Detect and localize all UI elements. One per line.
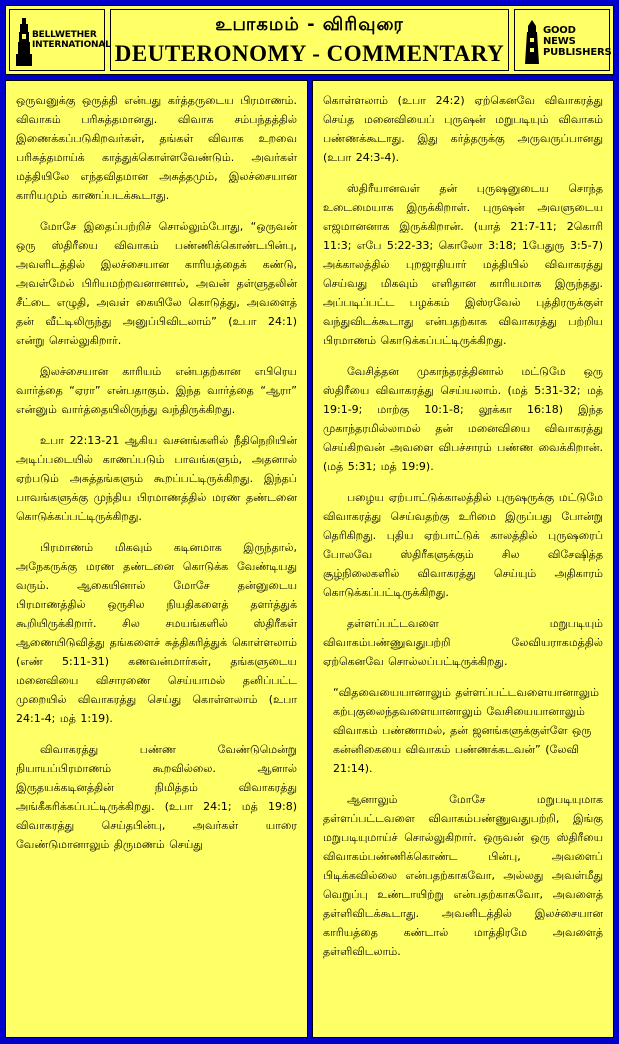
paragraph: கொள்ளலாம் (உபா 24:2) ஏற்கெனவே விவாகரத்து செய்த மனைவியைப் புருஷன் மறுபடியும் விவாகம் பண்ணக்கூடாது. இது கர்த்தருக்கு அருவருப்பானது (உபா 24:3-4). — [323, 94, 603, 164]
paragraph: தள்ளப்பட்டவளை மறுபடியும் விவாகம்பண்ணுவதுபற்றி லேவியராகமத்தில் ஏற்கெனவே சொல்லப்பட்டிருக்கிறது. — [323, 617, 603, 668]
paragraph: ஒருவனுக்கு ஒருத்தி என்பது கர்த்தருடைய பிரமாணம். விவாகம் பரிசுத்தமானது. விவாக சம்பந்தத்தில் இணைக்கப்படுகிறவர்கள், தங்கள் விவாக உறவை பரிசுத்தமாய்க் காத்துக்கொள்ளவேண்டும். அவர்கள் மத்தியிலே எந்தவிதமான அசுத்தமும், இலச்சையான காரியமும் காணப்படக்கூடாது. — [16, 94, 297, 202]
bellwether-logo-text — [32, 30, 111, 50]
bell-tower-icon — [16, 18, 32, 66]
paragraph: வேசித்தன முகாந்தரத்தினால் மட்டுமே ஒரு ஸ்திரீயை விவாகரத்து செய்யலாம். (மத் 5:31-32; மத் 19:1-9; மாற்கு 10:1-8; லூக்கா 16:18) இந்த முகாந்தரமில்லாமல் தன் மனைவியை விவாகரத்து செய்கிறவன் அவளை விபச்சாரம் பண்ண வைக்கிறான். (மத் 5:31; மத் 19:9). — [323, 365, 603, 473]
paragraph: பிரமாணம் மிகவும் கடினமாக இருந்தால், அநேகருக்கு மரண தண்டனை கொடுக்க வேண்டியது வரும். ஆகையினால் மோசே தன்னுடைய பிரமாணத்தில் ஒருசில நியதிகளைத் தளர்த்துக் கூறியிருக்கிறார். சில சமயங்களில் ஸ்திரீகள் ஆணையிடுவித்து தங்களைச் சுத்திகரித்துக் கொள்ளலாம் (எண் 5:11-31) கணவன்மார்கள், தங்களுடைய மனைவியை விசாரணை செய்யாமல் தனிப்பட்ட முறையில் விவாகரத்து செய்து கொள்ளலாம் (உபா 24:1-4; மத் 1:19). — [16, 541, 297, 725]
right-column — [312, 80, 614, 1038]
paragraph: விவாகரத்து பண்ண வேண்டுமென்று நியாயப்பிரமாணம் கூறவில்லை. ஆனால் இருதயக்கடினத்தின் நிமித்தம் விவாகரத்து அங்கீகரிக்கப்பட்டிருக்கிறது. (உபா 24:1; மத் 19:8) விவாகரத்து செய்தபின்பு, அவர்கள் யாரை வேண்டுமானாலும் திருமணம் செய்து — [16, 743, 297, 851]
good-news-logo-text — [543, 25, 611, 58]
left-column — [5, 80, 308, 1038]
paragraph: இலச்சையான காரியம் என்பதற்கான எபிரெய வார்த்தை “ஏரா” என்பதாகும். இந்த வார்த்தை “ஆரா” என்னும் வார்த்தையிலிருந்து வந்திருக்கிறது. — [16, 365, 297, 416]
bellwether-logo — [9, 9, 111, 71]
paragraph: ஸ்திரீயானவள் தன் புருஷனுடைய சொந்த உடைமையாக இருக்கிறாள். புருஷன் அவளுடைய எஜமானனாக இருக்கிறான். (யாத் 21:7-11; 2கொரி 11:3; எபே 5:22-33; கொலோ 3:18; 1பேதுரு 3:5-7) அக்காலத்தில் புறஜாதியார் மத்தியில் விவாகரத்து செய்வது மிகவும் எளிதான காரியமாக இருந்தது. அப்படிப்பட்ட பழக்கம் இஸ்ரவேல் புத்திரருக்குள் வந்துவிடக்கூடாது என்பதற்காக விவாகரத்து பற்றிய பிரமாணம் கொடுக்கப்பட்டிருக்கிறது. — [323, 182, 603, 347]
good-news-logo — [514, 9, 610, 71]
paragraph: உபா 22:13-21 ஆகிய வசனங்களில் நீதிநெறியின் அடிப்படையில் காணப்படும் பாவங்களும், அதனால் ஏற்படும் அசுத்தங்களும் கூறப்பட்டிருக்கிறது. இந்தப் பாவங்களுக்கு முந்திய பிரமாணத்தில் மரண தண்டனை கொடுக்கப்பட்டிருக்கிறது. — [16, 434, 297, 523]
page-title-tamil: உபாகமம் - விரிவுரை — [215, 14, 404, 35]
paragraph: பழைய ஏற்பாட்டுக்காலத்தில் புருஷருக்கு மட்டுமே விவாகரத்து செய்வதற்கு உரிமை இருப்பது போன்று தெரிகிறது. புதிய ஏற்பாட்டுக் காலத்தில் புருஷரைப் போலவே ஸ்திரீகளுக்கும் சில விசேஷித்த சூழ்நிலைகளில் விவாகரத்து செய்யும் அதிகாரம் கொடுக்கப்பட்டிருக்கிறது. — [323, 491, 603, 599]
logo-right-line2: PUBLISHERS — [543, 47, 612, 58]
page-header — [5, 5, 614, 75]
logo-right-line1: GOOD NEWS — [543, 25, 576, 47]
title-box — [110, 9, 509, 71]
paragraph: ஆனாலும் மோசே மறுபடியுமாக தள்ளப்பட்டவளை விவாகம்பண்ணுவதுபற்றி, இங்கு மறுபடியுமாய்ச் சொல்லுகிறார். ஒருவன் ஒரு ஸ்திரீயை விவாகம்பண்ணிக்கொண்ட பின்பு, அவளைப் பிடிக்கவில்லை என்பதற்காகவோ, அல்லது அவள்மீது வெறுப்பு உண்டாயிற்று என்பதற்காகவோ, அவளைத் தள்ளிவிடக்கூடாது. அவனிடத்தில் இலச்சையான காரியத்தை கண்டால் மாத்திரமே அவளைத் தள்ளிவிடலாம். — [323, 793, 603, 958]
lighthouse-icon — [523, 20, 541, 64]
logo-left-line1: BELLWETHER — [32, 30, 97, 40]
paragraph: மோசே இதைப்பற்றிச் சொல்லும்போது, “ஒருவன் ஒரு ஸ்திரீயை விவாகம் பண்ணிக்கொண்டபின்பு, அவளிடத்தில் இலச்சையான காரியத்தைக் கண்டு, அவள்மேல் பிரியமற்றவனானால், அவன் தள்ளுதலின் சீட்டை எழுதி, அவள் கையிலே கொடுத்து, அவளைத் தன் வீட்டிலிருந்து அனுப்பிவிடலாம்” (உபா 24:1) என்று சொல்லுகிறார். — [16, 220, 297, 347]
logo-left-line2: INTERNATIONAL — [32, 40, 111, 50]
scripture-quote: “விதவையையானாலும் தள்ளப்பட்டவளையானாலும் கற்புகுலைந்தவளையானாலும் வேசியையானாலும் விவாகம் பண்ணாமல், தன் ஜனங்களுக்குள்ளே ஒரு கன்னிகையை விவாகம் பண்ணக்கடவன்” (லேவி 21:14). — [333, 686, 599, 775]
page-title-english: DEUTERONOMY - COMMENTARY — [114, 41, 505, 66]
